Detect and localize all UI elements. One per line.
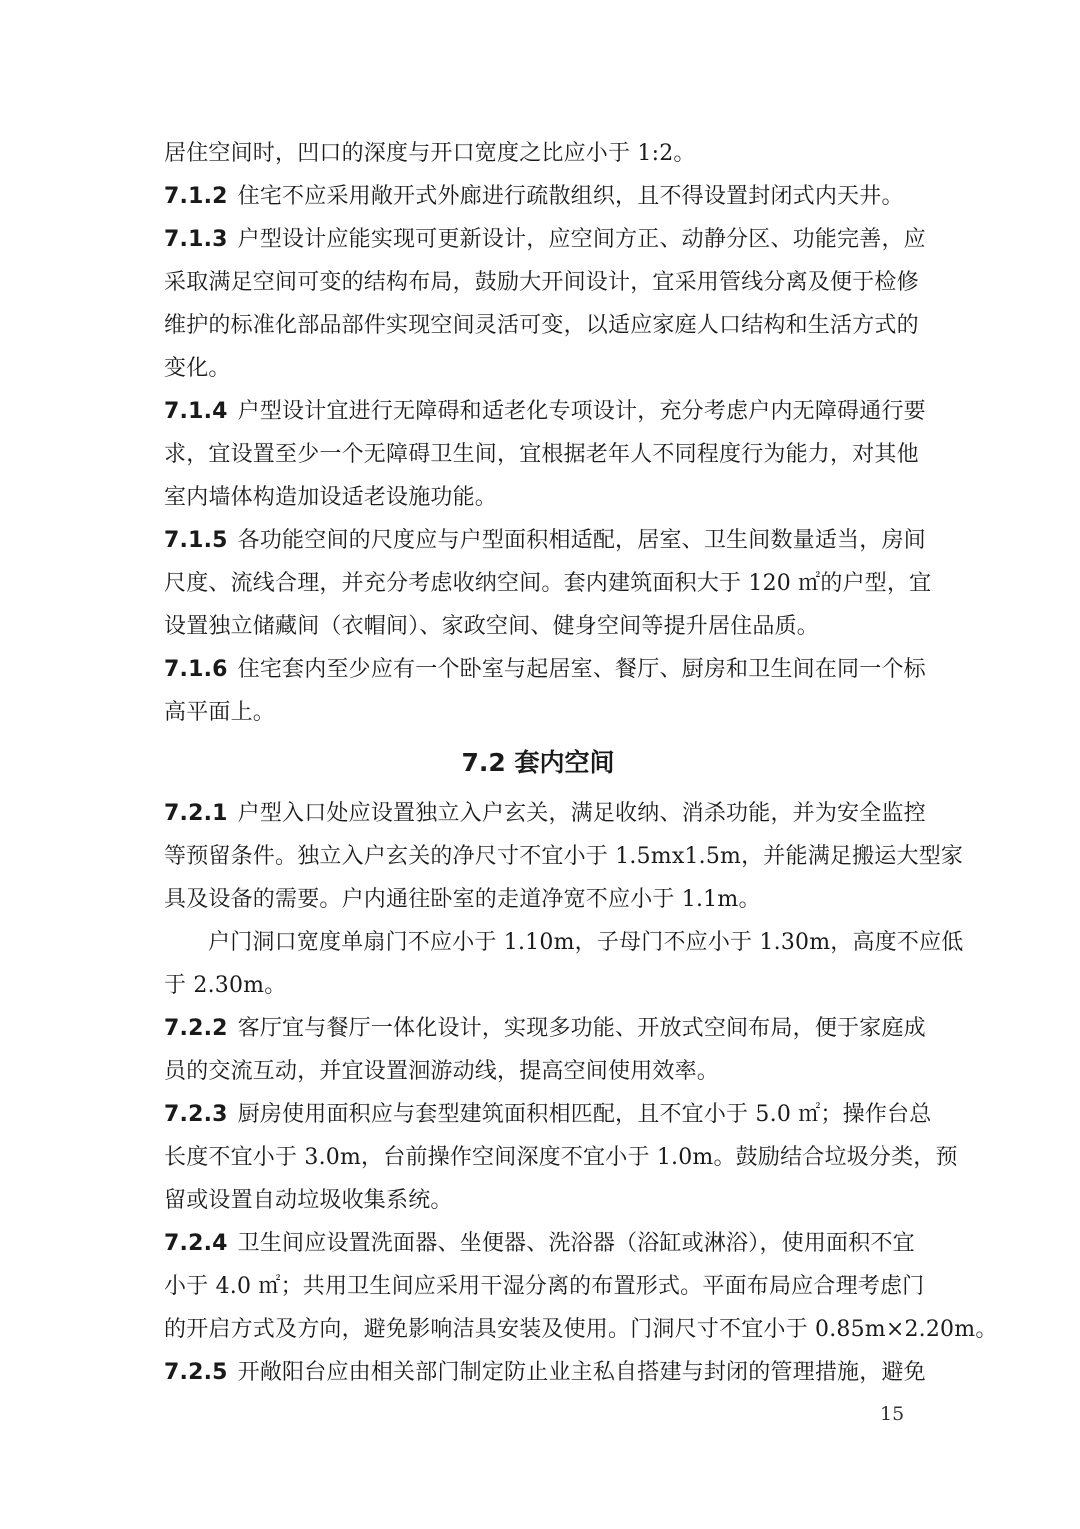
clause-text: 居住空间时，凹口的深度与开口宽度之比应小于 1:2。 (164, 141, 696, 166)
section-7-2-text (164, 792, 998, 1394)
text-line (164, 1136, 958, 1179)
text-line (164, 1222, 915, 1265)
text-line (164, 562, 932, 605)
clause-text: 住宅不应采用敞开式外廊进行疏散组织，且不得设置封闭式内天井。 (237, 184, 904, 209)
text-line (164, 921, 964, 964)
text-line (164, 261, 919, 304)
clause-text: 维护的标准化部品部件实现空间灵活可变，以适应家庭人口结构和生活方式的 (164, 313, 919, 338)
text-line (164, 1179, 912, 1222)
text-line (164, 878, 912, 921)
clause-text: 高平面上。 (164, 700, 276, 725)
clause-text: 采取满足空间可变的结构布局，鼓励大开间设计，宜采用管线分离及便于检修 (164, 270, 919, 295)
clause-text: 小于 4.0 ㎡；共用卫生间应采用干湿分离的布置形式。平面布局应合理考虑门 (164, 1274, 925, 1299)
text-line (164, 433, 919, 476)
clause-text: 厨房使用面积应与套型建筑面积相匹配，且不宜小于 5.0 ㎡；操作台总 (237, 1102, 932, 1127)
text-line (164, 218, 926, 261)
text-line (164, 132, 912, 175)
text-line (164, 835, 964, 878)
text-line (164, 1093, 932, 1136)
text-line (164, 691, 912, 734)
clause-text: 室内墙体构造加设适老设施功能。 (164, 485, 498, 510)
clause-text: 变化。 (164, 356, 231, 381)
clause-number: 7.1.3 (164, 227, 228, 252)
text-line (164, 648, 926, 691)
clause-text: 员的交流互动，并宜设置洄游动线，提高空间使用效率。 (164, 1059, 720, 1084)
clause-text: 尺度、流线合理，并充分考虑收纳空间。套内建筑面积大于 120 ㎡的户型，宜 (164, 571, 932, 596)
clause-text: 长度不宜小于 3.0m，台前操作空间深度不宜小于 1.0m。鼓励结合垃圾分类，预 (164, 1145, 958, 1170)
text-line (164, 1050, 912, 1093)
text-line (164, 1308, 998, 1351)
clause-text: 的开启方式及方向，避免影响洁具安装及使用。门洞尺寸不宜小于 0.85m×2.20m。 (164, 1317, 998, 1342)
clause-text: 户型设计应能实现可更新设计，应空间方正、动静分区、功能完善，应 (237, 227, 926, 252)
clause-text: 求，宜设置至少一个无障碍卫生间，宜根据老年人不同程度行为能力，对其他 (164, 442, 919, 467)
clause-number: 7.2.1 (164, 801, 228, 826)
clause-text: 户门洞口宽度单扇门不应小于 1.10m，子母门不应小于 1.30m，高度不应低 (208, 930, 964, 955)
clause-text: 各功能空间的尺度应与户型面积相适配，居室、卫生间数量适当，房间 (237, 528, 926, 553)
text-line (164, 390, 926, 433)
clause-number: 7.2.5 (164, 1360, 228, 1385)
text-line (164, 175, 912, 218)
section-title: 7.2 套内空间 (461, 748, 615, 777)
clause-number: 7.1.5 (164, 528, 228, 553)
text-line (164, 304, 919, 347)
text-line (164, 1265, 925, 1308)
text-line (164, 1351, 926, 1394)
text-line (164, 476, 912, 519)
clause-text: 住宅套内至少应有一个卧室与起居室、餐厅、厨房和卫生间在同一个标 (237, 657, 926, 682)
text-line (164, 792, 926, 835)
clause-text: 等预留条件。独立入户玄关的净尺寸不宜小于 1.5mx1.5m，并能满足搬运大型家 (164, 844, 964, 869)
clause-text: 开敞阳台应由相关部门制定防止业主私自搭建与封闭的管理措施，避免 (237, 1360, 926, 1385)
clause-number: 7.1.6 (164, 657, 228, 682)
clause-number: 7.1.4 (164, 399, 228, 424)
text-line (164, 347, 912, 390)
clause-text: 客厅宜与餐厅一体化设计，实现多功能、开放式空间布局，便于家庭成 (237, 1016, 926, 1041)
clause-number: 7.2.4 (164, 1231, 228, 1256)
section-7-1-text (164, 132, 932, 734)
text-line (164, 1007, 926, 1050)
clause-text: 设置独立储藏间（衣帽间）、家政空间、健身空间等提升居住品质。 (164, 614, 820, 639)
page-number: 15 (880, 1403, 905, 1425)
clause-text: 于 2.30m。 (164, 973, 287, 998)
clause-text: 卫生间应设置洗面器、坐便器、洗浴器（浴缸或淋浴），使用面积不宜 (237, 1231, 915, 1256)
clause-number: 7.2.3 (164, 1102, 228, 1127)
text-line (164, 519, 926, 562)
clause-number: 7.2.2 (164, 1016, 228, 1041)
clause-text: 具及设备的需要。户内通往卧室的走道净宽不应小于 1.1m。 (164, 887, 761, 912)
clause-number: 7.1.2 (164, 184, 228, 209)
document-body (164, 132, 998, 1394)
text-line (164, 964, 912, 1007)
clause-text: 户型入口处应设置独立入户玄关，满足收纳、消杀功能，并为安全监控 (237, 801, 926, 826)
clause-text: 留或设置自动垃圾收集系统。 (164, 1188, 453, 1213)
text-line (164, 605, 912, 648)
clause-text: 户型设计宜进行无障碍和适老化专项设计，充分考虑户内无障碍通行要 (237, 399, 926, 424)
